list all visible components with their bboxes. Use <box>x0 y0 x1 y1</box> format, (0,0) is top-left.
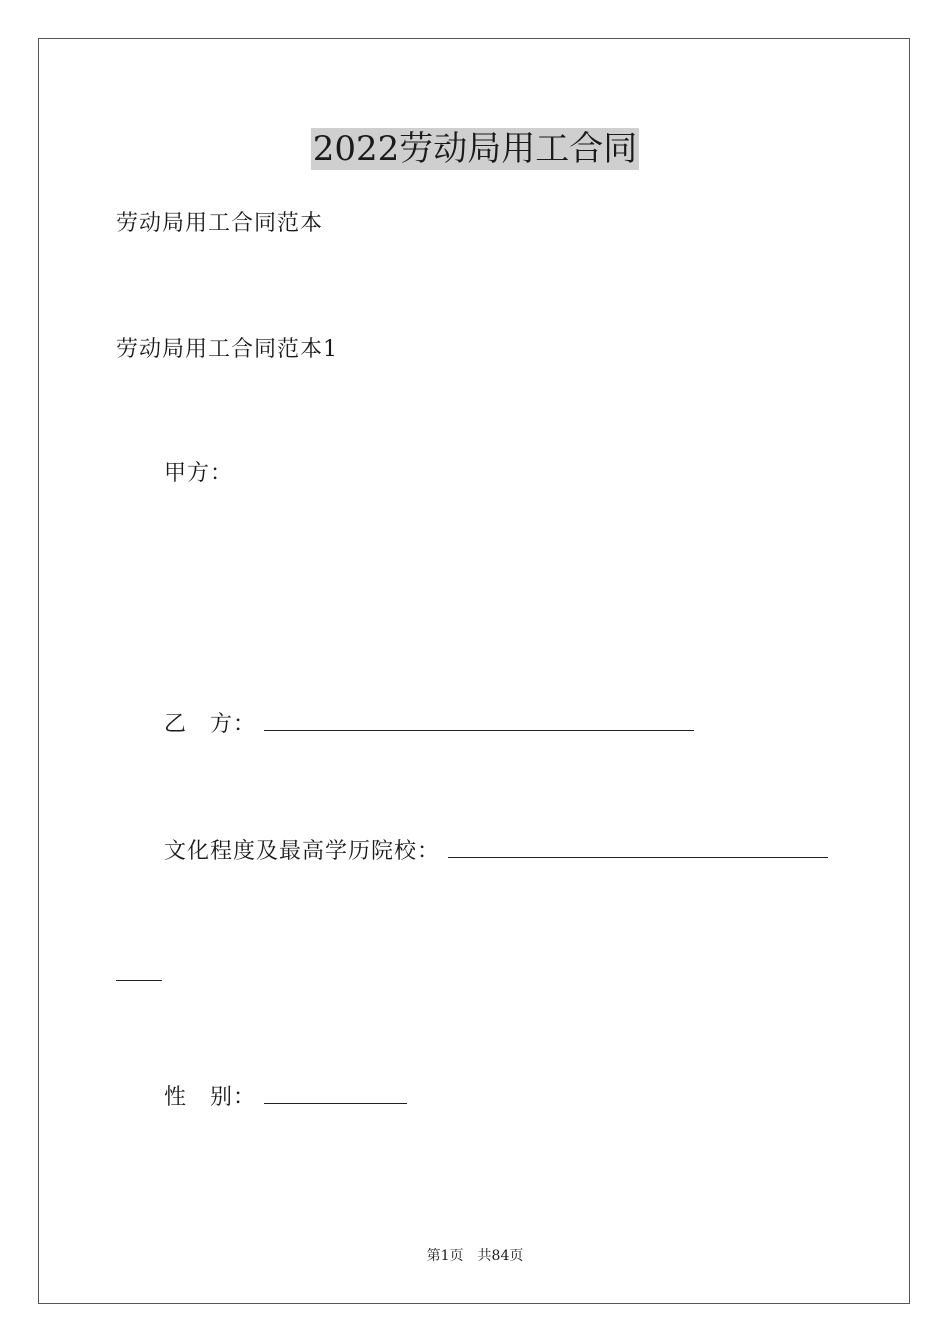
document-title <box>0 128 950 170</box>
document-subtitle: 劳动局用工合同范本 <box>116 211 324 236</box>
party-b-row <box>164 708 694 740</box>
gender-blank-line[interactable] <box>264 1081 407 1104</box>
gender-row <box>164 1081 407 1113</box>
education-row <box>164 835 828 867</box>
document-title-text: 2022劳动局用工合同 <box>312 129 638 169</box>
education-continuation-row <box>116 958 162 990</box>
education-blank-continuation[interactable] <box>116 958 162 981</box>
education-label: 文化程度及最高学历院校： <box>164 839 441 864</box>
party-b-label: 乙 方： <box>164 712 257 737</box>
party-a-label: 甲方： <box>164 461 234 486</box>
party-b-blank-line[interactable] <box>264 708 694 731</box>
section-heading: 劳动局用工合同范本1 <box>116 337 338 362</box>
page-footer: 第1页 共84页 <box>426 1248 524 1264</box>
education-blank-line[interactable] <box>448 835 828 858</box>
gender-label: 性 别： <box>164 1085 257 1110</box>
